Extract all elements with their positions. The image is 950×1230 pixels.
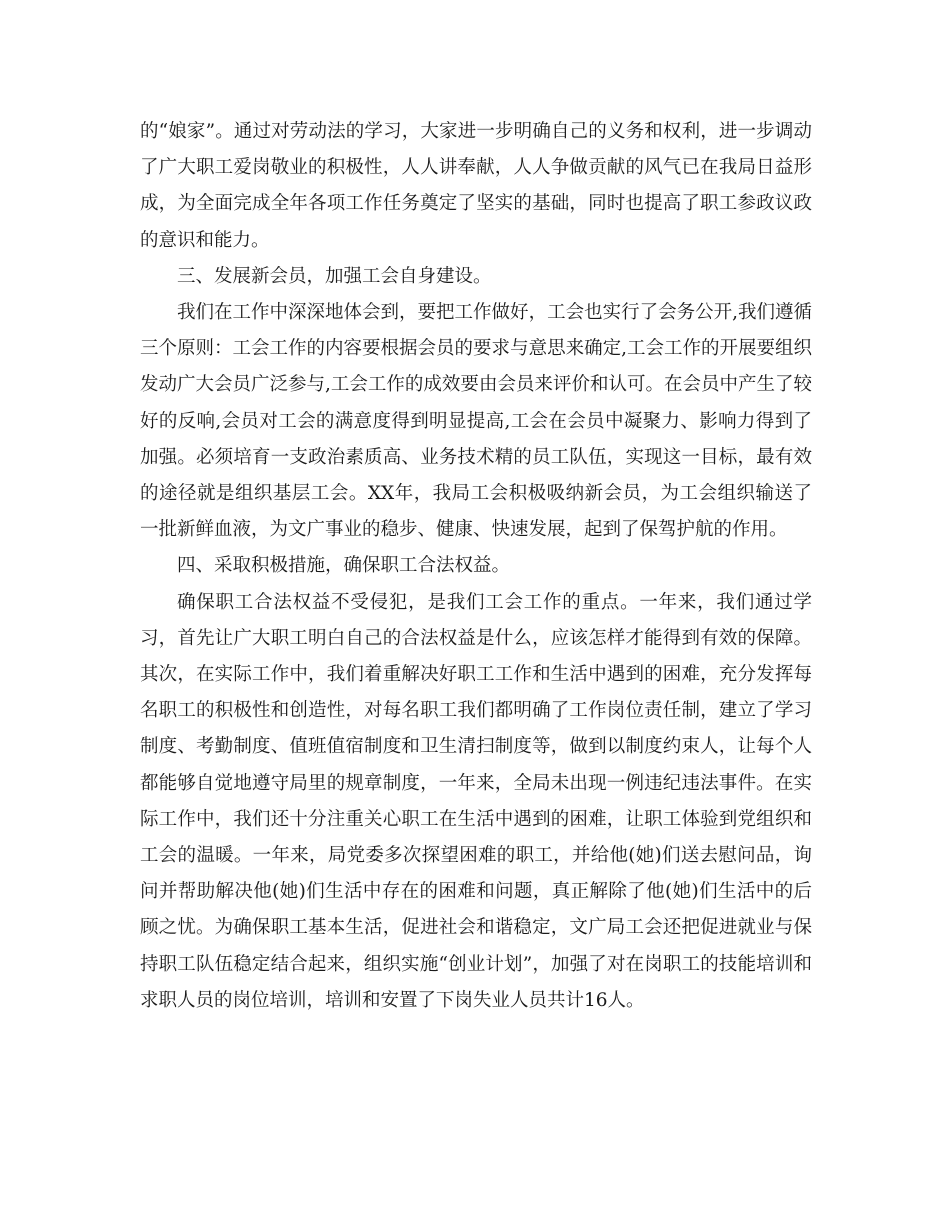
document-body <box>140 114 812 1019</box>
paragraph-continuation: 的“娘家”。通过对劳动法的学习，大家进一步明确自己的义务和权利，进一步调动了广大职工爱岗敬业的积极性，人人讲奉献，人人争做贡献的风气已在我局日益形成，为全面完成全年各项工作任务奠定了坚实的基础，同时也提高了职工参政议政的意识和能力。 <box>140 121 812 251</box>
section-heading-four: 四、采取积极措施，确保职工合法权益。 <box>177 555 511 577</box>
paragraph-rights-protection: 确保职工合法权益不受侵犯，是我们工会工作的重点。一年来，我们通过学习，首先让广大职工明白自己的合法权益是什么，应该怎样才能得到有效的保障。其次，在实际工作中，我们着重解决好职工工作和生活中遇到的困难，充分发挥每名职工的积极性和创造性，对每名职工我们都明确了工作岗位责任制，建立了学习制度、考勤制度、值班值宿制度和卫生清扫制度等，做到以制度约束人，让每个人都能够自觉地遵守局里的规章制度，一年来，全局未出现一例违纪违法事件。在实际工作中，我们还十分注重关心职工在生活中遇到的困难，让职工体验到党组织和工会的温暖。一年来，局党委多次探望困难的职工，并给他(她)们送去慰问品，询问并帮助解决他(她)们生活中存在的困难和问题，真正解除了他(她)们生活中的后顾之忧。为确保职工基本生活，促进社会和谐稳定，文广局工会还把促进就业与保持职工队伍稳定结合起来，组织实施“创业计划”，加强了对在岗职工的技能培训和求职人员的岗位培训，培训和安置了下岗失业人员共计16人。 <box>140 591 812 1011</box>
section-heading-three: 三、发展新会员，加强工会自身建设。 <box>177 265 492 287</box>
paragraph-new-members: 我们在工作中深深地体会到，要把工作做好，工会也实行了会务公开,我们遵循三个原则：工会工作的内容要根据会员的要求与意思来确定,工会工作的开展要组织发动广大会员广泛参与,工会工作的成效要由会员来评价和认可。在会员中产生了较好的反响,会员对工会的满意度得到明显提高,工会在会员中凝聚力、影响力得到了加强。必须培育一支政治素质高、业务技术精的员工队伍，实现这一目标，最有效的途径就是组织基层工会。XX年，我局工会积极吸纳新会员，为工会组织输送了一批新鲜血液，为文广事业的稳步、健康、快速发展，起到了保驾护航的作用。 <box>140 302 812 541</box>
